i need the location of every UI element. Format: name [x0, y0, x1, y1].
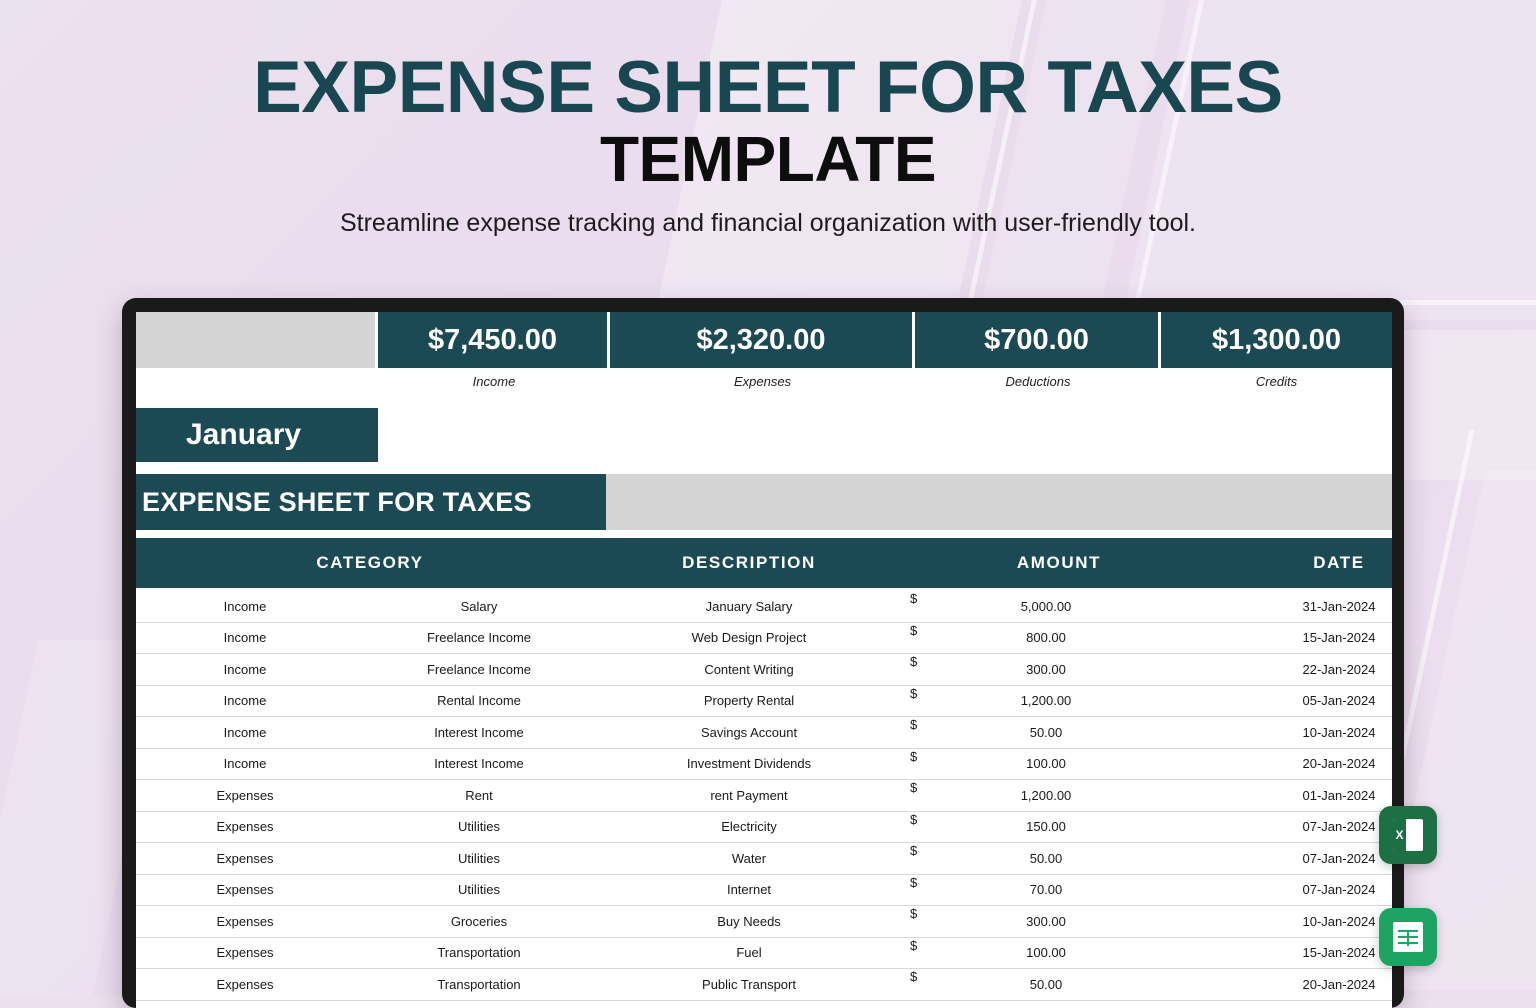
- cell-subcategory: Salary: [354, 590, 604, 623]
- summary-values-row: [136, 312, 1392, 368]
- cell-category: Income: [136, 748, 354, 780]
- cell-date: 31-Jan-2024: [1224, 590, 1392, 623]
- cell-subcategory: Utilities: [354, 874, 604, 906]
- cell-category: Income: [136, 590, 354, 623]
- summary-income-value: $7,450.00: [378, 312, 610, 368]
- cell-amount: [894, 843, 1224, 875]
- sheet-title-row: [136, 474, 1392, 530]
- currency-symbol: $: [910, 591, 918, 606]
- currency-symbol: $: [910, 811, 918, 827]
- cell-subcategory: Interest Income: [354, 748, 604, 780]
- currency-symbol: $: [910, 717, 918, 732]
- cell-subcategory: Groceries: [354, 906, 604, 938]
- cell-description: Water: [604, 843, 894, 875]
- currency-symbol: $: [910, 748, 918, 764]
- cell-category: Expenses: [136, 906, 354, 938]
- summary-expenses-value: $2,320.00: [610, 312, 915, 368]
- table-row[interactable]: [136, 906, 1392, 938]
- cell-amount: [894, 590, 1224, 623]
- google-sheets-download-badge[interactable]: [1379, 908, 1437, 966]
- table-header-row: [136, 538, 1392, 590]
- summary-label-income: Income: [472, 374, 516, 389]
- currency-symbol: $: [910, 937, 918, 953]
- amount-value: 5,000.00: [1020, 598, 1072, 614]
- cell-category: Expenses: [136, 811, 354, 843]
- month-label: January: [136, 408, 378, 462]
- cell-category: Expenses: [136, 937, 354, 969]
- cell-description: Buy Needs: [604, 906, 894, 938]
- cell-category: Income: [136, 685, 354, 717]
- currency-symbol: $: [910, 843, 918, 858]
- month-row: [136, 402, 1392, 464]
- cell-subcategory: Transportation: [354, 937, 604, 969]
- excel-icon: [1393, 819, 1423, 851]
- spreadsheet-screen: [136, 312, 1392, 1008]
- cell-subcategory: Transportation: [354, 969, 604, 1001]
- amount-value: 300.00: [1026, 913, 1066, 929]
- excel-icon-letter: X: [1393, 819, 1406, 851]
- cell-date: 15-Jan-2024: [1224, 937, 1392, 969]
- table-row[interactable]: [136, 654, 1392, 686]
- summary-credits-value: $1,300.00: [1161, 312, 1392, 368]
- device-frame: [122, 298, 1404, 1008]
- currency-symbol: $: [910, 622, 918, 638]
- amount-value: 1,200.00: [1020, 693, 1072, 709]
- cell-amount: [894, 717, 1224, 749]
- currency-symbol: $: [910, 969, 918, 984]
- cell-subcategory: Utilities: [354, 843, 604, 875]
- sheet-title: EXPENSE SHEET FOR TAXES: [136, 474, 606, 530]
- cell-subcategory: Freelance Income: [354, 654, 604, 686]
- cell-amount: [894, 906, 1224, 938]
- table-row[interactable]: [136, 937, 1392, 969]
- summary-label-credits: Credits: [1255, 374, 1298, 389]
- amount-value: 50.00: [1029, 976, 1063, 992]
- table-row[interactable]: [136, 811, 1392, 843]
- cell-description: Internet: [604, 874, 894, 906]
- cell-amount: [894, 685, 1224, 717]
- cell-date: 20-Jan-2024: [1224, 748, 1392, 780]
- cell-amount: [894, 874, 1224, 906]
- cell-date: 20-Jan-2024: [1224, 969, 1392, 1001]
- cell-amount: [894, 654, 1224, 686]
- amount-value: 800.00: [1026, 630, 1066, 646]
- cell-category: Expenses: [136, 780, 354, 812]
- column-header-date[interactable]: DATE: [1224, 538, 1392, 590]
- cell-date: 15-Jan-2024: [1224, 622, 1392, 654]
- page-title: EXPENSE SHEET FOR TAXES: [253, 47, 1283, 128]
- cell-date: 10-Jan-2024: [1224, 717, 1392, 749]
- cell-category: Income: [136, 654, 354, 686]
- column-header-description[interactable]: DESCRIPTION: [604, 538, 894, 590]
- cell-date: 22-Jan-2024: [1224, 654, 1392, 686]
- table-row[interactable]: [136, 874, 1392, 906]
- cell-description: Savings Account: [604, 717, 894, 749]
- cell-amount: [894, 622, 1224, 654]
- table-row[interactable]: [136, 685, 1392, 717]
- cell-date: 07-Jan-2024: [1224, 843, 1392, 875]
- cell-description: rent Payment: [604, 780, 894, 812]
- cell-category: Expenses: [136, 969, 354, 1001]
- amount-value: 50.00: [1029, 850, 1063, 866]
- page-subtitle: TEMPLATE: [599, 122, 937, 195]
- cell-description: Public Transport: [604, 969, 894, 1001]
- google-sheets-icon: [1393, 922, 1423, 952]
- cell-description: Electricity: [604, 811, 894, 843]
- cell-category: Expenses: [136, 843, 354, 875]
- table-row[interactable]: [136, 717, 1392, 749]
- amount-value: 50.00: [1029, 724, 1063, 740]
- currency-symbol: $: [910, 874, 918, 890]
- table-row[interactable]: [136, 780, 1392, 812]
- amount-value: 100.00: [1026, 945, 1066, 961]
- cell-description: Property Rental: [604, 685, 894, 717]
- amount-value: 70.00: [1029, 882, 1063, 898]
- cell-date: 07-Jan-2024: [1224, 874, 1392, 906]
- table-row[interactable]: [136, 843, 1392, 875]
- amount-value: 100.00: [1026, 756, 1066, 772]
- summary-deductions-value: $700.00: [915, 312, 1161, 368]
- cell-date: 07-Jan-2024: [1224, 811, 1392, 843]
- table-row[interactable]: [136, 590, 1392, 623]
- cell-amount: [894, 937, 1224, 969]
- cell-amount: [894, 969, 1224, 1001]
- currency-symbol: $: [910, 685, 918, 701]
- summary-labels-row: [136, 368, 1392, 402]
- cell-date: 05-Jan-2024: [1224, 685, 1392, 717]
- cell-description: January Salary: [604, 590, 894, 623]
- column-header-category[interactable]: CATEGORY: [136, 538, 604, 590]
- cell-subcategory: Rental Income: [354, 685, 604, 717]
- cell-date: 01-Jan-2024: [1224, 780, 1392, 812]
- currency-symbol: $: [910, 906, 918, 921]
- cell-amount: [894, 811, 1224, 843]
- cell-amount: [894, 748, 1224, 780]
- amount-value: 1,200.00: [1020, 787, 1072, 803]
- summary-label-expenses: Expenses: [733, 374, 792, 389]
- cell-subcategory: Rent: [354, 780, 604, 812]
- table-row[interactable]: [136, 969, 1392, 1001]
- cell-description: Investment Dividends: [604, 748, 894, 780]
- table-row[interactable]: [136, 748, 1392, 780]
- cell-category: Expenses: [136, 874, 354, 906]
- cell-description: Web Design Project: [604, 622, 894, 654]
- summary-blank-cell: [136, 312, 378, 368]
- cell-category: Income: [136, 717, 354, 749]
- page-tagline: Streamline expense tracking and financial organization with user-friendly tool.: [339, 209, 1197, 238]
- excel-download-badge[interactable]: [1379, 806, 1437, 864]
- currency-symbol: $: [910, 780, 918, 795]
- cell-subcategory: Freelance Income: [354, 622, 604, 654]
- cell-amount: [894, 780, 1224, 812]
- table-row[interactable]: [136, 622, 1392, 654]
- amount-value: 150.00: [1026, 819, 1066, 835]
- currency-symbol: $: [910, 654, 918, 669]
- cell-date: 10-Jan-2024: [1224, 906, 1392, 938]
- column-header-amount[interactable]: AMOUNT: [894, 538, 1224, 590]
- cell-subcategory: Interest Income: [354, 717, 604, 749]
- cell-category: Income: [136, 622, 354, 654]
- cell-subcategory: Utilities: [354, 811, 604, 843]
- cell-description: Content Writing: [604, 654, 894, 686]
- summary-label-deductions: Deductions: [1005, 374, 1071, 389]
- amount-value: 300.00: [1026, 661, 1066, 677]
- page-header: [0, 0, 1536, 238]
- cell-description: Fuel: [604, 937, 894, 969]
- expense-table: [136, 538, 1392, 1001]
- table-body: [136, 590, 1392, 1001]
